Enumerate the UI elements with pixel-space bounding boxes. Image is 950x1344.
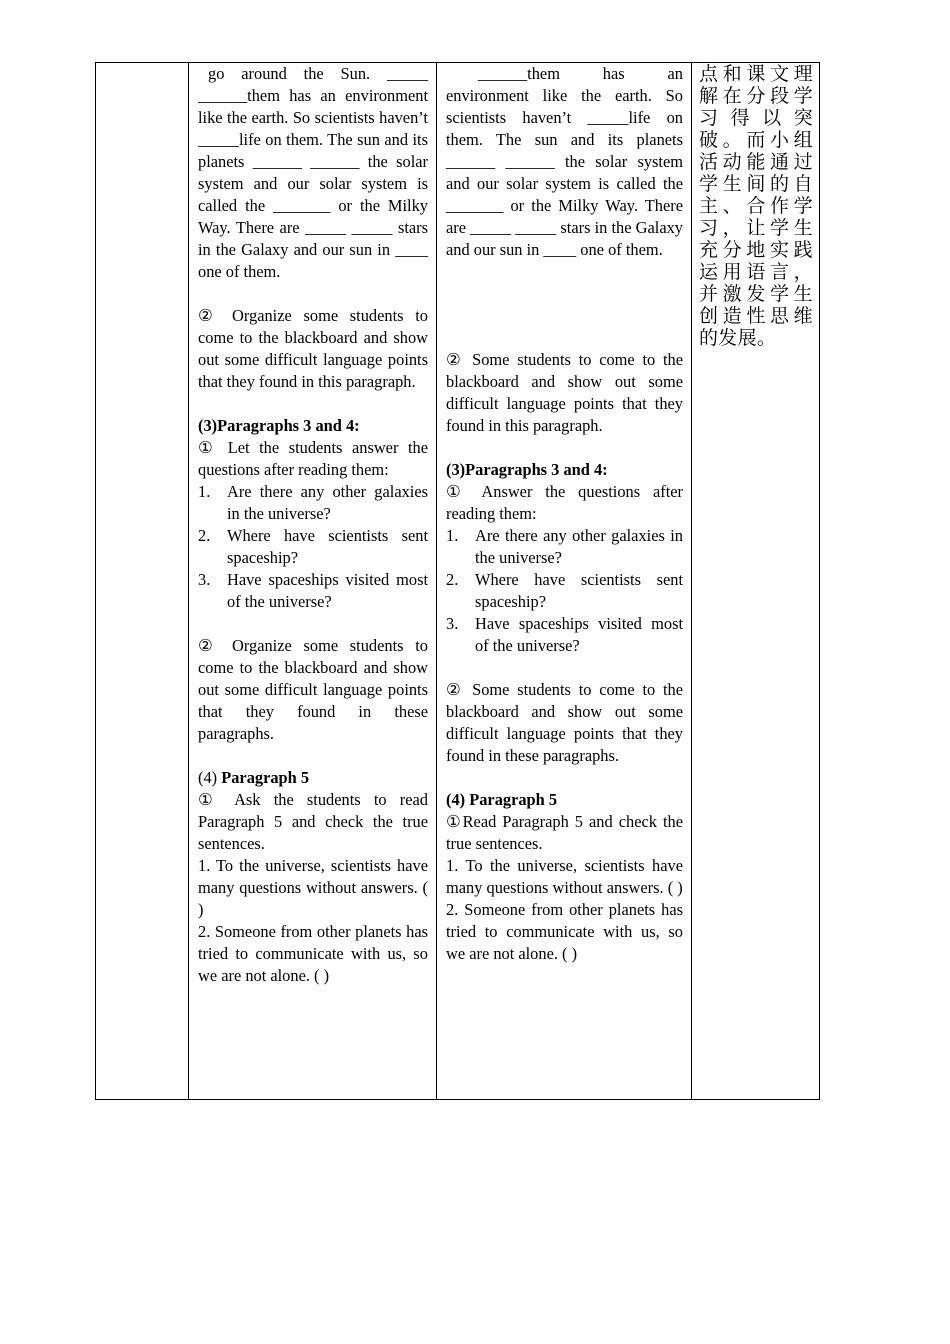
student-section-4-heading: (4) Paragraph 5: [446, 790, 558, 809]
student-read-instruction: ①Read Paragraph 5 and check the true sentences.: [446, 812, 683, 853]
teacher-organize-step-2: ② Organize some students to come to the blackboard and show out some difficult language points that they found in these paragraphs.: [198, 636, 428, 743]
lesson-plan-table: [95, 62, 820, 1100]
teacher-section-3-heading: (3)Paragraphs 3 and 4:: [198, 416, 360, 435]
design-purpose-column: [692, 63, 820, 1100]
design-purpose-text: 点和课文理解在分段学习得以突破。而小组活动能通过学生间的自主、合作学习，让学生充分地实践运用语言，并激发学生创造性思维的发展。: [699, 63, 813, 349]
teacher-organize-step: ② Organize some students to come to the blackboard and show out some difficult language points that they found in this paragraph.: [198, 306, 428, 391]
teacher-question-list: [198, 481, 428, 613]
student-sentence-1: 1. To the universe, scientists have many questions without answers. ( ): [446, 856, 683, 897]
student-paragraph-2-cloze: ______them has an environment like the earth. So scientists haven’t _____life on them. The sun and its planets ______ ______ the solar system and our solar system is called the _______ or the Milky Way. There are _____ _____ stars in the Galaxy and our sun in ____ one of them.: [446, 64, 683, 259]
student-question-list: [446, 525, 683, 657]
teacher-read-instruction: ① Ask the students to read Paragraph 5 and check the true sentences.: [198, 790, 428, 853]
student-show-step: ② Some students to come to the blackboard and show out some difficult language points that they found in this paragraph.: [446, 350, 683, 435]
student-show-step-2: ② Some students to come to the blackboard and show out some difficult language points that they found in these paragraphs.: [446, 680, 683, 765]
student-section-3-heading: (3)Paragraphs 3 and 4:: [446, 460, 608, 479]
teacher-activity-column: [189, 63, 437, 1100]
list-item: 3. Have spaceships visited most of the universe?: [446, 614, 683, 655]
teacher-answer-instruction: ① Let the students answer the questions after reading them:: [198, 438, 428, 479]
teacher-section-4-heading: (4) Paragraph 5: [198, 768, 310, 787]
stage-column: [96, 63, 189, 1100]
list-item: 2. Where have scientists sent spaceship?: [446, 570, 683, 611]
student-answer-instruction: ① Answer the questions after reading them:: [446, 482, 683, 523]
teacher-sentence-2: 2. Someone from other planets has tried to communicate with us, so we are not alone. ( ): [198, 922, 428, 985]
list-item: 3. Have spaceships visited most of the universe?: [198, 570, 428, 611]
list-item: 1. Are there any other galaxies in the universe?: [446, 526, 683, 567]
teacher-sentence-1: 1. To the universe, scientists have many questions without answers. ( ): [198, 856, 428, 919]
list-item: 2. Where have scientists sent spaceship?: [198, 526, 428, 567]
list-item: 1. Are there any other galaxies in the universe?: [198, 482, 428, 523]
student-sentence-2: 2. Someone from other planets has tried to communicate with us, so we are not alone. ( ): [446, 900, 683, 963]
teacher-paragraph-2-cloze: go around the Sun. _____ ______them has an environment like the earth. So scientists haven’t _____life on them. The sun and its planets ______ ______ the solar system and our solar system is called the _______ or the Milky Way. There are _____ _____ stars in the Galaxy and our sun in ____ one of them.: [198, 64, 428, 281]
student-activity-column: [437, 63, 692, 1100]
